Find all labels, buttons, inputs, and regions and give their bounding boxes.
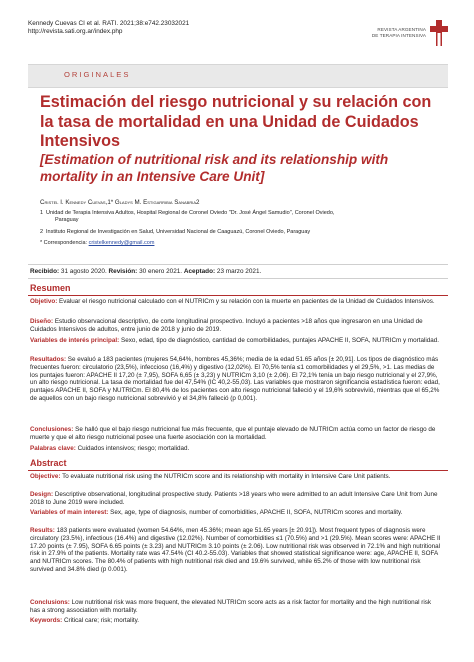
text-results: 183 patients were evaluated (women 54.64%, men 45.36%; mean age 51.65 years [± 20.91]). Most frequent types of diagnosis were circulatory (23.5%), infectious (16.4%) and digestive (12.02%). Number of comorbidities ≤1 (70.5%) and >1 (29.5%). Mean scores were: APACHE II 17.20 points (± 7.95), SOFA 6.65 points (± 3.23) and NUTRICm 3.10 points (± 2.06). Low nutritional risk was observed in 72.1% and high nutritional risk in 27.9% of the patients. Mortality rate was 47.54% (CI 40.2-55.03). Variables that showed statistical significance were: age, APACHE II, SOFA and NUTRICm scores. The 80.4% of patients with high nutritional risk died and 19.6% survived, while 65.2% of those with low nutritional risk survived and 34.8% died (p 0.001).	[30, 527, 441, 573]
received-date: 31 agosto 2020.	[60, 268, 107, 275]
correspondence-label: * Correspondencia:	[40, 240, 88, 246]
article-dates	[30, 268, 261, 275]
abstract-rule	[28, 470, 448, 471]
label-variables: Variables de interés principal:	[30, 337, 120, 344]
affiliation-1	[40, 210, 450, 225]
label-conclusions: Conclusions:	[30, 599, 70, 606]
affiliation-2	[40, 229, 450, 236]
page-header-citation	[28, 20, 189, 36]
resumen-palabras-clave	[30, 445, 442, 453]
journal-name-line2: DE TERAPIA INTENSIVA	[371, 33, 426, 38]
affiliation-number: 2	[40, 229, 44, 235]
revision-label: Revisión:	[108, 268, 138, 275]
journal-brand	[372, 20, 448, 46]
divider	[28, 278, 448, 279]
abstract-heading: Abstract	[30, 458, 67, 468]
text-variables-en: Sex, age, type of diagnosis, number of comorbidities, APACHE II, SOFA, NUTRICm scores and mortality.	[108, 509, 403, 516]
affiliation-line: Paraguay	[55, 217, 79, 224]
journal-url[interactable]: http://revista.sati.org.ar/index.php	[28, 28, 123, 35]
article-title-es: Estimación del riesgo nutricional y su relación con la tasa de mortalidad en una Unidad de Cuidados Intensivos	[40, 93, 432, 150]
affiliation-number: 1	[40, 210, 44, 216]
text-variables: Sexo, edad, tipo de diagnóstico, cantidad de comorbilidades, puntajes APACHE II, SOFA, NUTRICm y mortalidad.	[119, 337, 440, 344]
abstract-results	[30, 527, 442, 574]
resumen-conclusiones	[30, 426, 442, 442]
revision-date: 30 enero 2021.	[139, 268, 183, 275]
abstract-objective	[30, 473, 442, 481]
label-design: Design:	[30, 491, 54, 498]
text-objetivo: Evaluar el riesgo nutricional calculado con el NUTRICm y su relación con la muerte en pacientes de la Unidad de Cuidados Intensivos.	[57, 298, 435, 305]
text-diseno: Estudio observacional descriptivo, de corte longitudinal prospectivo. Incluyó a pacientes >18 años que ingresaron en una Unidad de Cuidados Intensivos de adultos, entre junio de 2018 y junio de 2019.	[30, 318, 423, 333]
received-label: Recibido:	[30, 268, 60, 275]
resumen-rule	[28, 295, 448, 296]
affiliation-line: Instituto Regional de Investigación en Salud, Universidad Nacional de Caaguazú, Coronel Oviedo, Paraguay	[46, 229, 311, 235]
label-palabras-clave: Palabras clave:	[30, 445, 76, 452]
affiliation-line: Unidad de Terapia Intensiva Adultos, Hospital Regional de Coronel Oviedo "Dr. José Ángel Samudio", Coronel Oviedo,	[46, 210, 335, 216]
resumen-heading: Resumen	[30, 283, 71, 293]
label-results: Results:	[30, 527, 55, 534]
label-diseno: Diseño:	[30, 318, 54, 325]
author-list: Cristel I. Kennedy Cuevas,1* Gladys M. Estigarribia Sanabria2	[40, 199, 200, 206]
text-design: Descriptive observational, longitudinal prospective study. Patients >18 years who were admitted to an adult Intensive Care Unit from June 2018 to June 2019 were included.	[30, 491, 438, 506]
resumen-variables	[30, 337, 442, 345]
section-label: ORIGINALES	[64, 70, 131, 79]
article-title-en: [Estimation of nutritional risk and its relationship with mortality in an Intensive Care Unit]	[40, 152, 389, 184]
label-objetivo: Objetivo:	[30, 298, 58, 305]
rati-cross-logo-icon	[430, 20, 448, 46]
label-conclusiones: Conclusiones:	[30, 426, 74, 433]
abstract-variables	[30, 509, 442, 517]
label-objective: Objective:	[30, 473, 61, 480]
label-keywords: Keywords:	[30, 617, 63, 624]
resumen-diseno	[30, 318, 442, 334]
resumen-objetivo	[30, 298, 442, 306]
accepted-label: Aceptado:	[183, 268, 216, 275]
abstract-conclusions	[30, 599, 442, 615]
correspondence	[40, 240, 450, 247]
section-label-bar	[28, 64, 448, 88]
correspondence-email-link[interactable]: cristelkennedy@gmail.com	[88, 240, 155, 246]
text-conclusiones: Se halló que el bajo riesgo nutricional fue más frecuente, que el puntaje elevado de NUTRICm actúa como un factor de riesgo de muerte y que el alto riesgo nutricional posee una fuerte asociación con la mortalidad.	[30, 426, 436, 441]
accepted-date: 23 marzo 2021.	[216, 268, 262, 275]
text-keywords: Critical care; risk; mortality.	[62, 617, 140, 624]
text-conclusions: Low nutritional risk was more frequent, the elevated NUTRICm score acts as a risk factor for mortality and the high nutritional risk has a strong association with mortality.	[30, 599, 432, 614]
text-objective: To evaluate nutritional risk using the NUTRICm score and its relationship with mortality in Intensive Care Unit patients.	[60, 473, 391, 480]
divider	[28, 264, 448, 265]
journal-name	[372, 27, 426, 39]
journal-name-line1: REVISTA ARGENTINA	[377, 27, 426, 32]
text-palabras-clave: Cuidados intensivos; riesgo; mortalidad.	[75, 445, 190, 452]
label-variables-en: Variables of main interest:	[30, 509, 109, 516]
resumen-resultados	[30, 356, 442, 403]
abstract-design	[30, 491, 442, 507]
citation-text: Kennedy Cuevas CI et al. RATI. 2021;38:e742.23032021	[28, 20, 190, 27]
abstract-keywords	[30, 617, 442, 625]
text-resultados: Se evaluó a 183 pacientes (mujeres 54,64%, hombres 45,36%; media de la edad 51.65 años [± 20,91]. Los tipos de diagnóstico más frecuentes fueron: circulatorio (23,5%), infeccioso (16,4%) y digestivo (12,02%). El 70,5% tenía ≤1 comorbilidades y el 29,5%, >1. Las medias de los puntajes fueron: APACHE II 17,20 (± 7,95), SOFA 6,65 (± 3,23) y NUTRICm 3,10 (± 2,06). El 72,1% tenía un bajo riesgo nutricional y el 27,9%, un alto riesgo nutricional. La tasa de mortalidad fue del 47,54% (IC 40,2-55,03). Las variables que mostraron significancia estadística fueron: edad, puntajes APACHE II, SOFA y NUTRICm. El 80,4% de los pacientes con alto riesgo nutricional falleció y el 19,6% sobrevivió, mientras que el 65,2% de aquellos con un bajo riesgo nutricional sobrevivió y el 34,8% falleció (p 0,001).	[30, 356, 440, 402]
label-resultados: Resultados:	[30, 356, 67, 363]
